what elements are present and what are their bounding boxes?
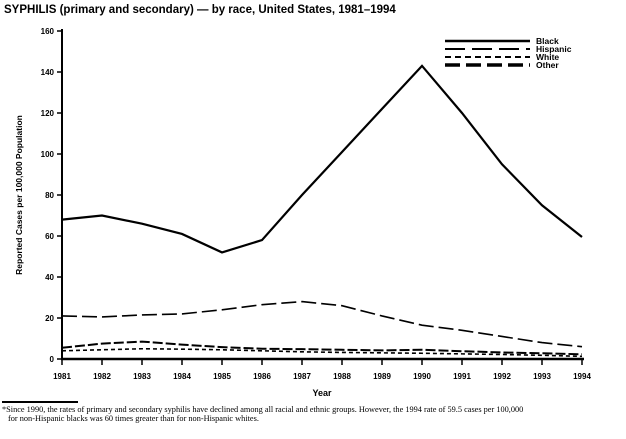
x-tick-label: 1993 <box>533 372 551 381</box>
footnote-line1: *Since 1990, the rates of primary and secondary syphilis have declined among all racial and ethnic groups. However, the 1994 rate of 59.5 cases per 100,000 <box>2 405 524 414</box>
x-tick-label: 1982 <box>93 372 111 381</box>
x-axis-label: Year <box>312 388 332 398</box>
y-axis-label: Reported Cases per 100,000 Population <box>14 115 24 275</box>
y-tick-label: 60 <box>45 232 54 241</box>
x-tick-label: 1994 <box>573 372 591 381</box>
y-tick-label: 160 <box>40 27 54 36</box>
y-tick-label: 80 <box>45 191 54 200</box>
legend-label-black: Black <box>536 36 559 46</box>
y-tick-label: 120 <box>40 109 54 118</box>
x-tick-label: 1981 <box>53 372 71 381</box>
x-tick-label: 1990 <box>413 372 431 381</box>
y-tick-label: 20 <box>45 314 54 323</box>
x-tick-label: 1987 <box>293 372 311 381</box>
footnote-line2: for non-Hispanic blacks was 60 times greater than for non-Hispanic whites. <box>8 413 259 423</box>
legend-label-other: Other <box>536 60 559 70</box>
y-tick-label: 0 <box>49 355 54 364</box>
x-tick-label: 1991 <box>453 372 471 381</box>
x-tick-label: 1986 <box>253 372 271 381</box>
x-tick-label: 1988 <box>333 372 351 381</box>
y-tick-label: 40 <box>45 273 54 282</box>
footnote <box>2 401 624 423</box>
series-line-black <box>62 66 582 253</box>
series-line-hispanic <box>62 302 582 347</box>
x-tick-label: 1984 <box>173 372 191 381</box>
x-tick-label: 1983 <box>133 372 151 381</box>
legend-label-hispanic: Hispanic <box>536 44 572 54</box>
chart-title: SYPHILIS (primary and secondary) — by race, United States, 1981–1994 <box>4 4 396 16</box>
x-tick-label: 1985 <box>213 372 231 381</box>
y-tick-label: 140 <box>40 68 54 77</box>
x-tick-label: 1989 <box>373 372 391 381</box>
footnote-rule <box>2 401 78 403</box>
x-tick-label: 1992 <box>493 372 511 381</box>
legend-label-white: White <box>536 52 560 62</box>
y-tick-label: 100 <box>40 150 54 159</box>
